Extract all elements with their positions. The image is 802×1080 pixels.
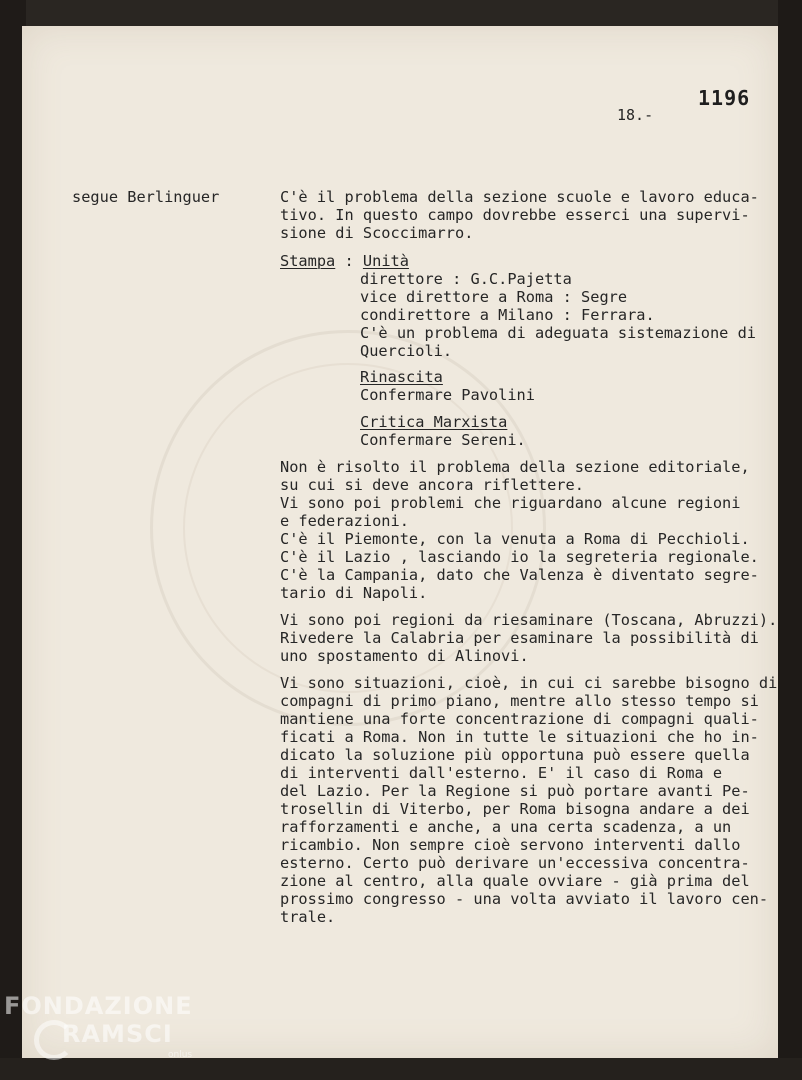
unita-line-3: condirettore a Milano : Ferrara. bbox=[360, 306, 655, 324]
p2-line-8: tario di Napoli. bbox=[280, 584, 428, 602]
p2-line-5: C'è il Piemonte, con la venuta a Roma di Pecchioli. bbox=[280, 530, 750, 548]
unita-line-2: vice direttore a Roma : Segre bbox=[360, 288, 628, 306]
critica-line: Confermare Sereni. bbox=[360, 431, 526, 449]
p2-line-6: C'è il Lazio , lasciando io la segreteria regionale. bbox=[280, 548, 759, 566]
logo-line-2: RAMSCI bbox=[62, 1020, 173, 1048]
archive-number: 1196 bbox=[698, 86, 751, 110]
rinascita-line: Confermare Pavolini bbox=[360, 386, 535, 404]
unita-label: Unità bbox=[362, 252, 409, 270]
p3-line-2: Rivedere la Calabria per esaminare la possibilità di bbox=[280, 629, 759, 647]
p4-line-7: del Lazio. Per la Regione si può portare avanti Pe- bbox=[280, 782, 750, 800]
p4-line-5: dicato la soluzione più opportuna può essere quella bbox=[280, 746, 750, 764]
p4-line-1: Vi sono situazioni, cioè, in cui ci sarebbe bisogno di bbox=[280, 674, 778, 692]
p4-line-8: trosellin di Viterbo, per Roma bisogna andare a dei bbox=[280, 800, 750, 818]
rinascita-label: Rinascita bbox=[360, 368, 443, 386]
unita-line-1: direttore : G.C.Pajetta bbox=[360, 270, 572, 288]
unita-line-4: C'è un problema di adeguata sistemazione di bbox=[360, 324, 757, 342]
speaker-label: segue Berlinguer bbox=[72, 188, 220, 206]
p4-line-6: di interventi dall'esterno. E' il caso di Roma e bbox=[280, 764, 723, 782]
p4-line-12: zione al centro, alla quale ovviare - già prima del bbox=[280, 872, 750, 890]
p2-line-2: su cui si deve ancora riflettere. bbox=[280, 476, 584, 494]
p1-line-2: tivo. In questo campo dovrebbe esserci una supervi- bbox=[280, 206, 750, 224]
p2-line-1: Non è risolto il problema della sezione editoriale, bbox=[280, 458, 750, 476]
p4-line-4: ficati a Roma. Non in tutte le situazioni che ho in- bbox=[280, 728, 759, 746]
p1-line-3: sione di Scoccimarro. bbox=[280, 224, 474, 242]
p4-line-14: trale. bbox=[280, 908, 336, 926]
stampa-heading bbox=[280, 252, 409, 270]
p4-line-9: rafforzamenti e anche, a una certa scadenza, a un bbox=[280, 818, 732, 836]
p1-line-1: C'è il problema della sezione scuole e lavoro educa- bbox=[280, 188, 759, 206]
logo-line-3: onlus bbox=[168, 1050, 193, 1060]
p3-line-3: uno spostamento di Alinovi. bbox=[280, 647, 529, 665]
p2-line-3: Vi sono poi problemi che riguardano alcune regioni bbox=[280, 494, 741, 512]
stampa-separator: : bbox=[335, 252, 363, 270]
p2-line-4: e federazioni. bbox=[280, 512, 409, 530]
logo-line-1: FONDAZIONE bbox=[4, 992, 193, 1020]
stampa-label: Stampa bbox=[280, 252, 336, 270]
unita-line-5: Quercioli. bbox=[360, 342, 453, 360]
p2-line-7: C'è la Campania, dato che Valenza è diventato segre- bbox=[280, 566, 759, 584]
scan-right-edge bbox=[778, 0, 802, 1080]
critica-label: Critica Marxista bbox=[360, 413, 508, 431]
fondazione-gramsci-logo bbox=[4, 992, 204, 1072]
p4-line-3: mantiene una forte concentrazione di compagni quali- bbox=[280, 710, 759, 728]
p4-line-11: esterno. Certo può derivare un'eccessiva concentra- bbox=[280, 854, 750, 872]
p4-line-13: prossimo congresso - una volta avviato il lavoro cen- bbox=[280, 890, 769, 908]
p3-line-1: Vi sono poi regioni da riesaminare (Toscana, Abruzzi). bbox=[280, 611, 778, 629]
p4-line-2: compagni di primo piano, mentre allo stesso tempo si bbox=[280, 692, 759, 710]
p4-line-10: ricambio. Non sempre cioè servono interventi dallo bbox=[280, 836, 741, 854]
page-number: 18.- bbox=[617, 106, 654, 124]
